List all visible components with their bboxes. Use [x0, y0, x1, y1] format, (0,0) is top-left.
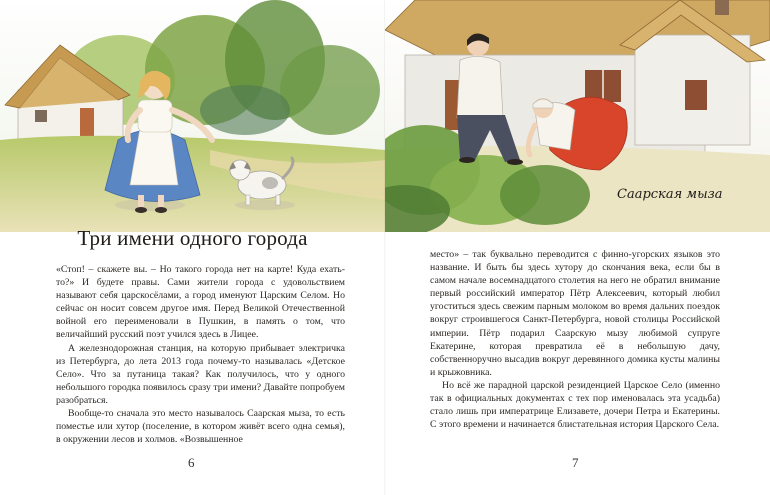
- paragraph: место» – так буквально переводится с финно-угорских языков это название. И быть бы здесь хутору до скончания века, если бы в самом начале восемнадцатого столетия на него не обратил внимание первый российский император Пётр Алексеевич, который любил угоститься здесь свежим парным молоком во время дальних поездок вокруг строившегося Санкт-Петербурга, новой столицы Российской империи. Пётр подарил Саарскую мызу любимой супруге Екатерине, которая превратила её в небольшую дачу, собственноручно высадив вокруг деревянного домика кусты малины и крыжовника.: [430, 249, 720, 378]
- paragraph: Вообще-то сначала это место называлось Саарская мыза, то есть поместье или хутор (поселение, в котором живёт всего одна семья), в окружении лесов и холмов. «Возвышенное: [56, 408, 345, 446]
- body-text-left: [56, 263, 345, 446]
- illustration-saarskaya-myza: [385, 0, 770, 232]
- paragraph: «Стоп! – скажете вы. – Но такого города нет на карте! Куда ехать-то?» И будете правы. Сами жители города с удовольствием называют себя царскосёлами, а город именуют Царским Селом. Но сейчас он носит совсем другое имя. Перед Великой Отечественной войной его переименовали в Пушкин, в память о том, что величайший русский поэт учился здесь в Лицее.: [56, 264, 345, 341]
- chapter-title: Три имени одного города: [77, 226, 308, 250]
- right-page: [385, 0, 770, 495]
- paragraph: А железнодорожная станция, на которую прибывает электричка из Петербурга, до лета 2013 года почему-то называлась «Детское Село». Что за путаница такая? Как получилось, что у одного небольшого городка появилось сразу три имени? Давайте попробуем разобраться.: [56, 342, 345, 406]
- paragraph: Но всё же парадной царской резиденцией Царское Село (именно так в официальных документах с тех пор именовалась эта усадьба) стало лишь при императрице Елизавете, дочери Петра и Екатерины. С этого времени и начинается блистательная история Царского Села.: [430, 379, 720, 431]
- page-number: 7: [572, 455, 579, 470]
- illustration-caption: [617, 187, 723, 202]
- illustration-girl-with-dog: [0, 0, 385, 232]
- caption-text: Саарская мыза: [617, 187, 723, 202]
- page-number: 6: [188, 455, 195, 470]
- body-text-right: [430, 248, 720, 431]
